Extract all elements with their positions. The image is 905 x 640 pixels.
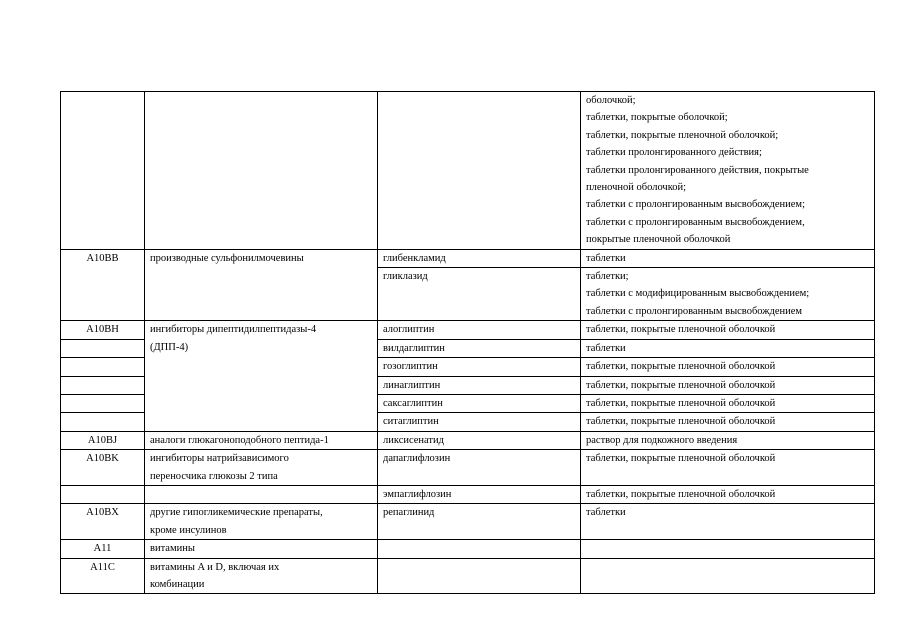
drug-cell	[378, 92, 581, 250]
table-row	[61, 450, 875, 486]
group-cell: аналоги глюкагоноподобного пептида-1	[145, 431, 378, 449]
table-row	[61, 249, 875, 267]
atc-code-cell	[61, 376, 145, 394]
atc-code-cell	[61, 394, 145, 412]
atc-code-cell	[61, 92, 145, 250]
table-row	[61, 321, 875, 339]
form-line: таблетки с пролонгированным высвобождением,	[586, 216, 805, 228]
drug-cell: эмпаглифлозин	[378, 485, 581, 503]
drug-cell: ситаглиптин	[378, 413, 581, 431]
group-line: ингибиторы натрийзависимого	[150, 453, 289, 465]
group-cell	[145, 558, 378, 594]
form-line: таблетки;	[586, 271, 629, 283]
drug-cell: гозоглиптин	[378, 358, 581, 376]
form-line: таблетки с пролонгированным высвобождением	[586, 305, 803, 317]
drug-cell: алоглиптин	[378, 321, 581, 339]
group-line: переносчика глюкозы 2 типа	[150, 470, 278, 482]
drug-cell: ликсисенатид	[378, 431, 581, 449]
form-cell: таблетки, покрытые пленочной оболочкой	[581, 450, 875, 486]
drug-cell: глибенкламид	[378, 249, 581, 267]
form-cell: таблетки	[581, 249, 875, 267]
table-row	[61, 92, 875, 250]
form-cell: таблетки, покрытые пленочной оболочкой	[581, 321, 875, 339]
table-row	[61, 431, 875, 449]
form-cell: таблетки, покрытые пленочной оболочкой	[581, 394, 875, 412]
drug-cell	[378, 540, 581, 558]
drug-cell: вилдаглиптин	[378, 339, 581, 357]
form-line: таблетки с пролонгированным высвобождением;	[586, 199, 805, 211]
drug-cell: линаглиптин	[378, 376, 581, 394]
group-line: ингибиторы дипептидилпептидазы-4	[150, 324, 317, 336]
form-line: таблетки, покрытые оболочкой;	[586, 112, 728, 124]
form-cell: раствор для подкожного введения	[581, 431, 875, 449]
form-cell: таблетки, покрытые пленочной оболочкой	[581, 413, 875, 431]
form-line: пленочной оболочкой;	[586, 182, 687, 194]
form-line: таблетки с модифицированным высвобождением;	[586, 288, 810, 300]
form-cell	[581, 268, 875, 321]
group-cell	[145, 92, 378, 250]
form-cell: таблетки, покрытые пленочной оболочкой	[581, 485, 875, 503]
form-cell: таблетки	[581, 339, 875, 357]
form-line: таблетки пролонгированного действия;	[586, 147, 762, 159]
atc-code-cell	[61, 358, 145, 376]
group-cell	[145, 450, 378, 486]
group-line: кроме инсулинов	[150, 524, 227, 536]
form-cell	[581, 540, 875, 558]
atc-code-cell: A10BJ	[61, 431, 145, 449]
atc-code-cell: A10BB	[61, 249, 145, 321]
atc-code-cell: A10BK	[61, 450, 145, 486]
atc-code-cell: A10BH	[61, 321, 145, 339]
group-cell	[145, 321, 378, 431]
group-line: витамины A и D, включая их	[150, 561, 280, 573]
drug-cell: саксаглиптин	[378, 394, 581, 412]
atc-code-cell: A11C	[61, 558, 145, 594]
form-cell: таблетки, покрытые пленочной оболочкой	[581, 358, 875, 376]
table-row	[61, 485, 875, 503]
drug-cell: репаглинид	[378, 504, 581, 540]
atc-code-cell: A10BX	[61, 504, 145, 540]
group-cell: витамины	[145, 540, 378, 558]
form-line: покрытые пленочной оболочкой	[586, 234, 731, 246]
atc-code-cell	[61, 339, 145, 357]
drug-cell: гликлазид	[378, 268, 581, 321]
group-cell	[145, 504, 378, 540]
drug-cell	[378, 558, 581, 594]
form-cell	[581, 558, 875, 594]
group-line: (ДПП-4)	[150, 341, 189, 353]
form-cell	[581, 92, 875, 250]
drug-cell: дапаглифлозин	[378, 450, 581, 486]
form-line: оболочкой;	[586, 95, 636, 106]
form-cell: таблетки, покрытые пленочной оболочкой	[581, 376, 875, 394]
form-cell: таблетки	[581, 504, 875, 540]
form-line: таблетки, покрытые пленочной оболочкой;	[586, 129, 779, 141]
form-line: таблетки пролонгированного действия, покрытые	[586, 164, 809, 176]
group-line: другие гипогликемические препараты,	[150, 507, 323, 519]
group-cell: производные сульфонилмочевины	[145, 249, 378, 321]
group-cell	[145, 485, 378, 503]
drug-table	[60, 91, 875, 594]
table-row	[61, 504, 875, 540]
group-line: комбинации	[150, 578, 205, 590]
table-row	[61, 558, 875, 594]
table-row	[61, 540, 875, 558]
atc-code-cell	[61, 485, 145, 503]
atc-code-cell	[61, 413, 145, 431]
atc-code-cell: A11	[61, 540, 145, 558]
